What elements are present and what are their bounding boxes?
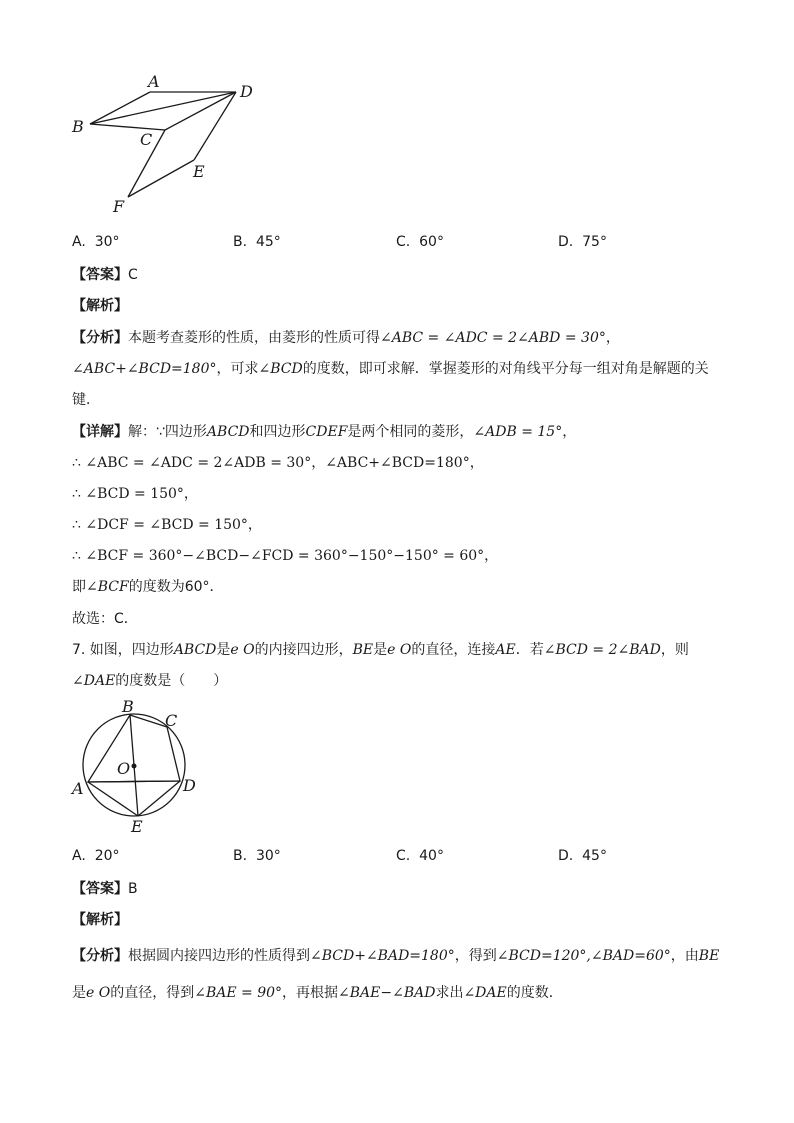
q7-option-d: D. 45°	[558, 848, 607, 864]
q6-analysis-line2: ∠ABC+∠BCD=180°，可求∠BCD的度数，即可求解．掌握菱形的对角线平分每一组对角是解题的关	[72, 361, 709, 377]
q7-option-c: C. 40°	[396, 848, 444, 864]
fig2-label-D: D	[183, 776, 196, 795]
q6-analysis-line1: 【分析】本题考查菱形的性质，由菱形的性质可得∠ABC = ∠ADC = 2∠ABD = 30°，	[72, 330, 620, 346]
q6-option-b: B. 45°	[233, 234, 281, 250]
q6-option-a: A. 30°	[72, 234, 120, 250]
q6-detail-line2: ∴ ∠ABC = ∠ADC = 2∠ADB = 30°，∠ABC+∠BCD=180°，	[72, 455, 484, 471]
fig2-label-A: A	[72, 779, 84, 798]
fig2-label-B: B	[122, 697, 134, 716]
q6-analysis-line3: 键．	[72, 392, 100, 408]
fig1-label-B: B	[72, 117, 84, 136]
q7-option-b: B. 30°	[233, 848, 281, 864]
fig1-label-D: D	[240, 82, 253, 101]
q6-detail-line6: 即∠BCF的度数为60°．	[72, 579, 224, 595]
fig1-label-A: A	[148, 72, 160, 91]
fig2-label-C: C	[165, 711, 178, 730]
fig1-label-F: F	[113, 197, 125, 216]
q7-answer: 【答案】B	[72, 881, 138, 897]
q7-analysis-line2: 是e O的直径，得到∠BAE = 90°，再根据∠BAE−∠BAD求出∠DAE的度数．	[72, 985, 563, 1001]
fig2-label-E: E	[131, 817, 143, 836]
q7-question-line1: 7. 如图，四边形ABCD是e O的内接四边形，BE是e O的直径，连接AE．若∠BCD = 2∠BAD，则	[72, 642, 689, 658]
q7-question-line2: ∠DAE的度数是（ ）	[72, 673, 228, 689]
fig1-label-C: C	[140, 130, 153, 149]
q7-option-a: A. 20°	[72, 848, 120, 864]
q6-detail-line1: 【详解】解：∵四边形ABCD和四边形CDEF是两个相同的菱形，∠ADB = 15°，	[72, 424, 577, 440]
fig1-label-E: E	[193, 162, 205, 181]
q6-option-c: C. 60°	[396, 234, 444, 250]
q6-jiexi: 【解析】	[72, 298, 128, 314]
q7-jiexi: 【解析】	[72, 912, 128, 928]
q6-detail-line7: 故选：C．	[72, 611, 138, 627]
fig2-label-O: O	[117, 759, 131, 778]
q6-option-d: D. 75°	[558, 234, 607, 250]
q6-answer: 【答案】C	[72, 267, 138, 283]
q6-detail-line3: ∴ ∠BCD = 150°，	[72, 486, 198, 502]
q6-detail-line5: ∴ ∠BCF = 360°−∠BCD−∠FCD = 360°−150°−150° = 60°，	[72, 548, 499, 564]
q6-detail-line4: ∴ ∠DCF = ∠BCD = 150°，	[72, 517, 262, 533]
q7-analysis-line1: 【分析】根据圆内接四边形的性质得到∠BCD+∠BAD=180°，得到∠BCD=120°,∠BAD=60°，由BE	[72, 948, 720, 964]
